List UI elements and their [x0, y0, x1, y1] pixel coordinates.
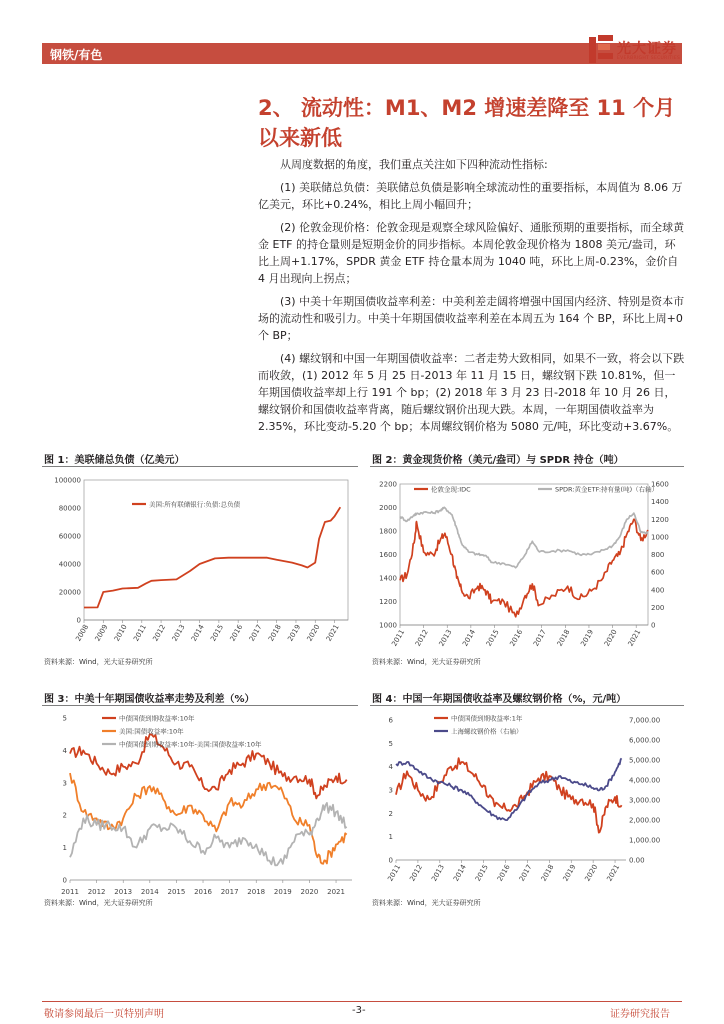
x-tick-label: 2013: [437, 628, 454, 648]
x-tick-label: 2014: [452, 863, 468, 883]
x-tick-label: 2021: [324, 623, 341, 643]
x-tick-label: 2020: [602, 628, 619, 648]
figure-3-source: 资料来源：Wind，光大证券研究所: [44, 899, 153, 907]
y-tick-label: 4: [388, 763, 393, 772]
x-tick-label: 2013: [170, 623, 187, 643]
y-tick-label: 1: [62, 844, 67, 853]
x-tick-label: 2019: [579, 628, 596, 648]
y-right-tick-label: 1000: [651, 533, 669, 542]
x-tick-label: 2014: [140, 888, 159, 896]
figure-4-source: 资料来源：Wind，光大证券研究所: [372, 899, 481, 907]
legend-label: 伦敦金现:IDC: [431, 485, 471, 494]
y-tick-label: 1: [388, 833, 393, 842]
y-tick-label: 0: [76, 616, 81, 625]
figure-1-rule: [42, 466, 358, 467]
y-right-tick-label: 600: [651, 568, 665, 577]
y-tick-label: 20000: [58, 588, 81, 597]
y-tick-label: 60000: [58, 532, 81, 541]
y-right-tick-label: 200: [651, 603, 665, 612]
paragraph: (1) 美联储总负债：美联储总负债是影响全球流动性的重要指标，本周值为 8.06 万亿美元，环比+0.24%，相比上周小幅回升；: [258, 181, 683, 211]
x-tick-label: 2015: [484, 628, 501, 648]
y-tick-label: 80000: [58, 504, 81, 513]
x-tick-label: 2017: [532, 628, 548, 648]
x-tick-label: 2018: [555, 628, 572, 648]
figure-2-chart: [370, 470, 684, 655]
x-tick-label: 2011: [132, 623, 148, 643]
x-tick-label: 2017: [517, 863, 534, 883]
x-tick-label: 2019: [561, 863, 578, 883]
paragraph: 从周度数据的角度，我们重点关注如下四种流动性指标:: [280, 158, 548, 171]
figure-3-title: 图 3：中美十年期国债收益率走势及利差（%）: [44, 694, 255, 705]
y-right-tick-label: 1,000.00: [629, 836, 661, 845]
x-tick-label: 2011: [390, 628, 407, 648]
series-line-1: [396, 758, 622, 833]
y-right-tick-label: 1200: [651, 515, 669, 524]
footer-rule: [42, 1001, 682, 1002]
x-tick-label: 2017: [220, 888, 239, 896]
series-line-2: [70, 773, 347, 864]
y-right-tick-label: 1400: [651, 498, 669, 507]
figure-1-chart: [42, 470, 358, 655]
x-tick-label: 2011: [386, 863, 403, 883]
x-tick-label: 2019: [273, 888, 292, 896]
y-right-tick-label: 2,000.00: [629, 816, 661, 825]
x-tick-label: 2014: [461, 628, 478, 648]
x-tick-label: 2011: [61, 888, 79, 896]
legend-label: 美国:所有联储银行:负债:总负债: [149, 500, 241, 509]
x-tick-label: 2018: [267, 623, 283, 643]
y-tick-label: 1800: [379, 527, 397, 536]
y-tick-label: 100000: [54, 476, 81, 485]
paragraph: (4) 螺纹钢和中国一年期国债收益率：二者走势大致相同，如果不一致，将会以下跌而收敛，(1) 2012 年 5 月 25 日-2013 年 11 月 15 日，螺纹钢下跌 10.81%，但一年期国债收益率却上行 191 个 bp；(2) 2018 年 3 月 23 日-2018 年 10 月 26 日，螺纹钢价和国债收益率背离，随后螺纹钢价出现大跌。本周，一年期国债收益率为 2.35%，环比变动-5.20 个 bp；本周螺纹钢价格为 5080 元/吨，环比变动+3.67%。: [258, 352, 685, 433]
logo-icon: [589, 35, 613, 63]
x-tick-label: 2008: [74, 623, 91, 643]
y-tick-label: 5: [62, 714, 67, 723]
y-right-tick-label: 3,000.00: [629, 796, 661, 805]
y-right-tick-label: 6,000.00: [629, 736, 661, 745]
x-tick-label: 2017: [247, 623, 264, 643]
legend-label: SPDR:黄金ETF:持有量(吨)（右轴）: [555, 485, 659, 494]
x-tick-label: 2021: [327, 888, 345, 896]
y-tick-label: 1200: [379, 598, 397, 606]
x-tick-label: 2012: [408, 863, 425, 883]
section-label: 钢铁/有色: [50, 48, 103, 62]
y-tick-label: 1400: [379, 574, 397, 583]
y-tick-label: 2: [388, 809, 393, 818]
figure-4-title: 图 4：中国一年期国债收益率及螺纹钢价格（%，元/吨）: [372, 694, 627, 705]
x-tick-label: 2016: [508, 628, 525, 648]
x-tick-label: 2020: [305, 623, 322, 643]
figure-3-chart: [42, 708, 358, 898]
paragraph: (2) 伦敦金现价格：伦敦金现是观察全球风险偏好、通胀预期的重要指标，而全球黄金 ETF 的持仓量则是短期金价的同步指标。本周伦敦金现价格为 1808 美元/盎司，环比上周+1.17%，SPDR 黄金 ETF 持仓量本周为 1040 吨，环比上周-0.23%，金价自 4 月出现向上拐点；: [258, 221, 685, 285]
page-number: -3-: [352, 1005, 366, 1016]
x-tick-label: 2020: [300, 888, 319, 896]
y-right-tick-label: 4,000.00: [629, 776, 661, 785]
figure-2-source: 资料来源：Wind，光大证券研究所: [372, 658, 481, 666]
x-tick-label: 2021: [626, 628, 643, 648]
legend-label: 中债国债到期收益率:10年: [119, 714, 195, 723]
y-right-tick-label: 5,000.00: [629, 756, 661, 765]
y-right-tick-label: 400: [651, 586, 665, 595]
x-tick-label: 2014: [189, 623, 206, 643]
figure-3-rule: [42, 705, 358, 706]
x-tick-label: 2012: [87, 888, 106, 896]
section-title: 2、 流动性：M1、M2 增速差降至 11 个月以来新低: [258, 96, 676, 150]
y-tick-label: 2: [62, 811, 67, 820]
x-tick-label: 2015: [167, 888, 186, 896]
footer-disclaimer: 敬请参阅最后一页特别声明: [44, 1009, 164, 1020]
y-tick-label: 3: [388, 786, 393, 795]
logo-subtitle: EVERBRIGHT SECURITIES: [617, 56, 681, 61]
footer-report-type: 证券研究报告: [610, 1009, 670, 1020]
x-tick-label: 2010: [112, 623, 129, 643]
x-tick-label: 2018: [539, 863, 556, 883]
y-tick-label: 0: [62, 876, 67, 885]
y-right-tick-label: 0.00: [629, 856, 645, 865]
y-right-tick-label: 0: [651, 621, 656, 630]
plot-frame: [400, 484, 648, 625]
legend-label: 上海螺纹钢价格（右轴）: [451, 727, 523, 736]
logo-name: 光大证券: [617, 41, 677, 57]
x-tick-label: 2013: [114, 888, 133, 896]
legend-label: 中债国债到期收益率:1年: [451, 714, 523, 723]
y-right-tick-label: 7,000.00: [629, 716, 661, 725]
x-tick-label: 2016: [495, 863, 512, 883]
y-tick-label: 6: [388, 716, 393, 725]
series-line-2: [400, 507, 648, 567]
figure-1-source: 资料来源：Wind，光大证券研究所: [44, 658, 153, 666]
x-tick-label: 2021: [605, 863, 622, 883]
y-tick-label: 40000: [58, 560, 81, 569]
figure-2-rule: [370, 466, 684, 467]
y-tick-label: 5: [388, 739, 393, 748]
y-tick-label: 1600: [379, 551, 397, 559]
series-line-1: [400, 519, 648, 617]
y-tick-label: 0: [388, 856, 393, 865]
plot-frame: [396, 720, 626, 860]
body-text: [258, 156, 686, 441]
series-line-1: [84, 507, 340, 607]
x-tick-label: 2020: [583, 863, 600, 883]
y-tick-label: 2000: [379, 504, 397, 512]
figure-4-rule: [370, 705, 684, 706]
x-tick-label: 2018: [247, 888, 266, 896]
header-bar: [42, 43, 682, 64]
legend-label: 美国:国债收益率:10年: [119, 727, 184, 736]
y-right-tick-label: 800: [651, 551, 665, 559]
x-tick-label: 2016: [228, 623, 245, 643]
figure-4-chart: [370, 708, 684, 898]
x-tick-label: 2019: [286, 623, 303, 643]
paragraph: (3) 中美十年期国债收益率利差：中美利差走阔将增强中国国内经济、特别是资本市场的流动性和吸引力。中美十年期国债收益率利差在本周五为 164 个 BP，环比上周+0 个 BP；: [258, 295, 685, 342]
x-tick-label: 2015: [473, 863, 490, 883]
x-tick-label: 2013: [430, 863, 446, 883]
legend-label: 中债国债到期收益率:10年-美国:国债收益率:10年: [119, 740, 262, 749]
y-tick-label: 2200: [379, 480, 397, 489]
series-line-3: [70, 803, 347, 866]
y-tick-label: 3: [62, 779, 67, 788]
figure-2-title: 图 2：黄金现货价格（美元/盎司）与 SPDR 持仓（吨）: [372, 455, 624, 466]
x-tick-label: 2012: [413, 628, 430, 648]
y-right-tick-label: 1600: [651, 480, 669, 489]
y-tick-label: 1000: [379, 621, 397, 630]
figure-1-title: 图 1：美联储总负债（亿美元）: [44, 455, 185, 466]
x-tick-label: 2015: [209, 623, 226, 643]
x-tick-label: 2012: [151, 623, 168, 643]
x-tick-label: 2016: [194, 888, 212, 896]
x-tick-label: 2009: [93, 623, 110, 643]
y-tick-label: 4: [62, 746, 67, 755]
